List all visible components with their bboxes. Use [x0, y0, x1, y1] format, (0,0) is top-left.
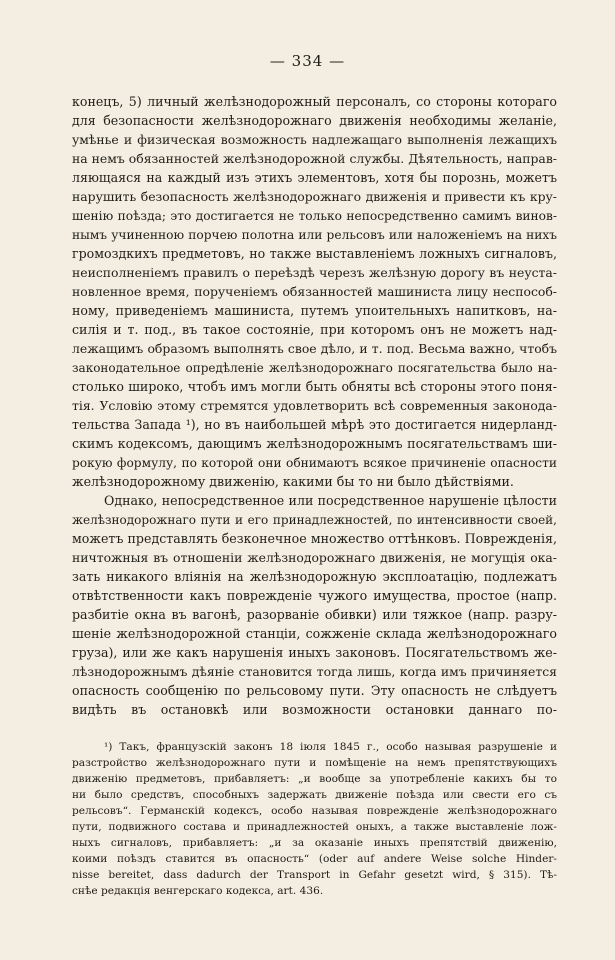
footnote-line: разстройство желѣзнодорожнаго пути и помѣщеніе на немъ препятствующихъ [72, 757, 557, 769]
footnote-line: движенію предметовъ, прибавляетъ: „и вообще за употребленіе какихъ бы то [72, 773, 557, 785]
text-line: можетъ представлять безконечное множество оттѣнковъ. Поврежденія, [72, 531, 557, 546]
text-line: на немъ обязанностей желѣзнодорожной службы. Дѣятельность, направ- [72, 151, 557, 166]
footnote-line: ¹) Такъ, французскій законъ 18 іюля 1845 г., особо называя разрушеніе и [104, 741, 557, 753]
text-line: Однако, непосредственное или посредственное нарушеніе цѣлости [104, 493, 557, 508]
footnote-line: пути, подвижного состава и принадлежностей оныхъ, а также выставленіе лож- [72, 821, 557, 833]
footnote-line: ни было средствъ, способныхъ задержать движеніе поѣзда или свести его съ [72, 789, 557, 801]
text-line: тельства Запада ¹), но въ наибольшей мѣрѣ это достигается нидерланд- [72, 417, 557, 432]
text-line: рокую формулу, по которой они обнимаютъ всякое причиненіе опасности [72, 456, 557, 470]
footnote-line: коими поѣздъ ставится въ опасность“ (oder auf andere Weise solche Hinder- [72, 853, 557, 865]
text-line: шеніе желѣзнодорожной станціи, сожженіе склада желѣзнодорожнаго [72, 626, 557, 641]
text-line: конецъ, 5) личный желѣзнодорожный персоналъ, со стороны котораго [72, 94, 557, 109]
text-line: тія. Условію этому стремятся удовлетворить всѣ современныя законода- [72, 398, 557, 413]
text-line: лежащимъ образомъ выполнять свое дѣло, и т. под. Весьма важно, чтобъ [72, 341, 557, 356]
text-line: ничтожныя въ отношеніи желѣзнодорожнаго движенія, не могущія ока- [72, 550, 557, 565]
text-line: отвѣтственности какъ поврежденіе чужого имущества, простое (напр. [72, 588, 557, 603]
text-line: желѣзнодорожному движенію, какими бы то ни было дѣйствіями. [72, 474, 514, 489]
text-line: силія и т. под., въ такое состояніе, при которомъ онъ не можетъ над- [72, 322, 557, 337]
text-line: груза), или же какъ нарушенія иныхъ законовъ. Посягательствомъ же- [72, 645, 557, 660]
text-line: скимъ кодексомъ, дающимъ желѣзнодорожнымъ посягательствамъ ши- [72, 436, 557, 451]
text-line: новленное время, порученіемъ обязанностей машиниста лицу неспособ- [72, 284, 557, 299]
text-line: умѣнье и физическая возможность надлежащаго выполненія лежащихъ [72, 132, 557, 147]
text-line: законодательное опредѣленіе желѣзнодорожнаго посягательства было на- [72, 361, 557, 375]
text-line: ляющаяся на каждый изъ этихъ элементовъ, хотя бы порознь, можетъ [72, 170, 557, 185]
text-line: для безопасности желѣзнодорожнаго движенія необходимы желаніе, [72, 113, 557, 128]
text-line: шенію поѣзда; это достигается не только непосредственно самимъ винов- [72, 209, 557, 223]
text-line: зать никакого вліянія на желѣзнодорожную эксплоатацію, подлежатъ [72, 569, 557, 584]
text-line: столько широко, чтобъ имъ могли быть обняты всѣ стороны этого поня- [72, 379, 557, 394]
page-number: — 334 — [269, 52, 346, 70]
text-line: нарушить безопасность желѣзнодорожнаго движенія и привести къ кру- [72, 189, 557, 204]
footnote-line: снѣе редакція венгерскаго кодекса, art. 436. [72, 885, 324, 897]
footnote-line: рельсовъ“. Германскій кодексъ, особо называя поврежденіе желѣзнодорожнаго [72, 805, 557, 817]
text-line: ному, приведеніемъ машиниста, путемъ упоительныхъ напитковъ, на- [72, 303, 557, 318]
footnote-line: ныхъ сигналовъ, прибавляетъ: „и за оказаніе иныхъ препятствій движенію, [72, 837, 557, 849]
text-line: видѣть въ остановкѣ или возможности остановки даннаго по- [72, 702, 557, 717]
text-line: нымъ учиненною порчею полотна или рельсовъ или наложеніемъ на нихъ [72, 228, 557, 242]
text-line: опасность сообщенію по рельсовому пути. Эту опасность не слѣдуетъ [72, 683, 557, 698]
footnote-line: nisse bereitet, dass dadurch der Transport in Gefahr gesetzt wird, § 315). Тѣ- [72, 869, 557, 881]
text-line: желѣзнодорожнаго пути и его принадлежностей, по интенсивности своей, [72, 513, 557, 527]
text-line: разбитіе окна въ вагонѣ, разорваніе обивки) или тяжкое (напр. разру- [72, 607, 557, 622]
text-line: неисполненіемъ правилъ о переѣздѣ черезъ желѣзную дорогу въ неуста- [72, 265, 557, 280]
text-line: лѣзнодорожнымъ дѣяніе становится тогда лишь, когда имъ причиняется [72, 664, 557, 679]
text-line: громоздкихъ предметовъ, но также выставленіемъ ложныхъ сигналовъ, [72, 246, 557, 261]
